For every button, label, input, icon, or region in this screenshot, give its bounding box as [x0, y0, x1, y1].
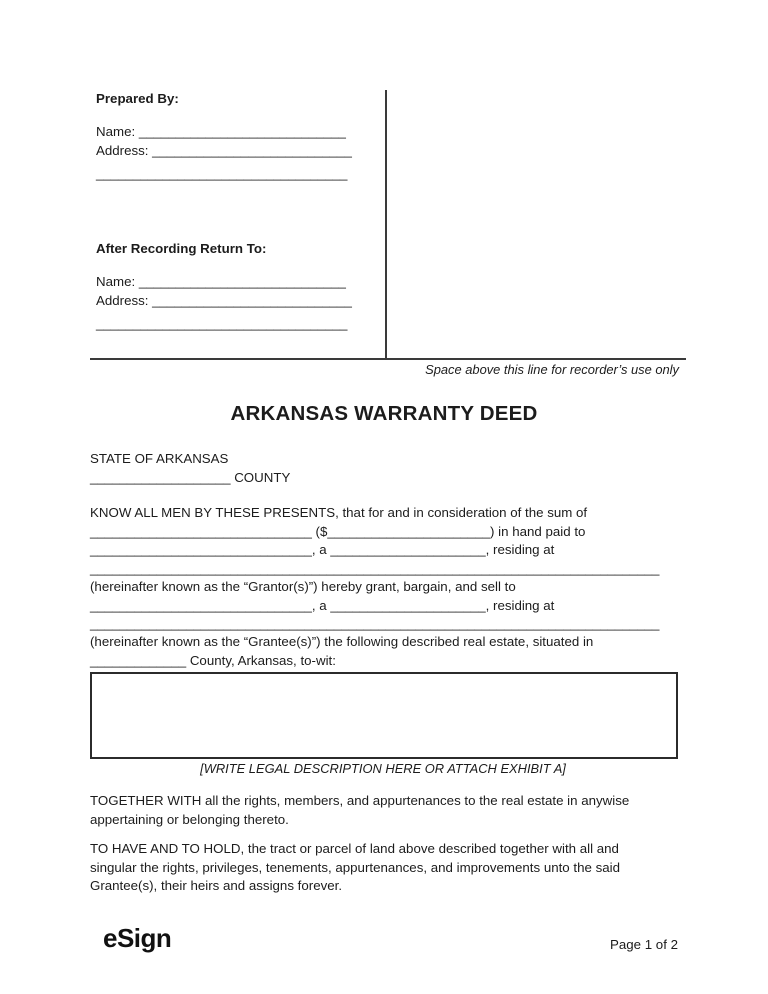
legal-description-caption: [WRITE LEGAL DESCRIPTION HERE OR ATTACH EXHIBIT A] — [200, 761, 566, 776]
recorder-box-vertical-divider — [385, 90, 387, 358]
to-have-line-3: Grantee(s), their heirs and assigns forever. — [90, 878, 343, 894]
prepared-by-section — [96, 89, 352, 183]
page-number-label: Page 1 of 2 — [609, 937, 678, 952]
to-have-line-1: TO HAVE AND TO HOLD, the tract or parcel of land above described together with all and — [90, 841, 619, 856]
state-line: STATE OF ARKANSAS — [90, 451, 229, 466]
esign-logo: eSign — [103, 923, 172, 953]
state-county-block — [90, 450, 290, 487]
to-have-line-2: singular the rights, privileges, tenements, appurtenances, and improvements unto the said — [90, 859, 620, 875]
grantor-line-2: ______________________________, a _____________________, residing at — [90, 597, 555, 613]
together-line-2: appertaining or belonging thereto. — [90, 811, 289, 827]
return-to-section — [96, 239, 352, 333]
grantee-address-rule: _____________________________________________________________________________ — [90, 616, 660, 632]
prepared-by-address-line: Address: ___________________________ — [96, 143, 352, 158]
prepared-by-extra-line: __________________________________ — [96, 166, 348, 181]
presents-line-1: KNOW ALL MEN BY THESE PRESENTS, that for and in consideration of the sum of — [90, 505, 588, 520]
together-with-paragraph — [90, 792, 629, 829]
prepared-by-name-line: Name: ____________________________ — [96, 124, 346, 139]
to-have-paragraph — [90, 840, 620, 896]
recorder-use-note: Space above this line for recorder’s use only — [425, 362, 679, 377]
presents-line-3: ______________________________, a _____________________, residing at — [90, 542, 555, 558]
return-to-address-line: Address: ___________________________ — [96, 293, 352, 308]
grantor-address-rule: _____________________________________________________________________________ — [90, 560, 660, 576]
return-to-heading: After Recording Return To: — [96, 241, 267, 256]
presents-paragraph — [90, 504, 659, 578]
legal-description-box — [90, 672, 678, 759]
return-to-extra-line: __________________________________ — [96, 316, 348, 331]
county-blank-line: ___________________ COUNTY — [90, 469, 291, 485]
grantor-paragraph — [90, 578, 659, 634]
presents-line-2: ______________________________ ($______________________) in hand paid to — [90, 523, 586, 539]
grantee-line-2: _____________ County, Arkansas, to-wit: — [90, 652, 336, 668]
recorder-box-horizontal-rule — [90, 358, 686, 360]
return-to-name-line: Name: ____________________________ — [96, 274, 346, 289]
grantee-line-1: (hereinafter known as the “Grantee(s)”) the following described real estate, situated in — [90, 634, 594, 649]
prepared-by-heading: Prepared By: — [96, 91, 179, 106]
together-line-1: TOGETHER WITH all the rights, members, and appurtenances to the real estate in anywise — [90, 793, 630, 808]
grantor-line-1: (hereinafter known as the “Grantor(s)”) hereby grant, bargain, and sell to — [90, 579, 516, 594]
document-title: ARKANSAS WARRANTY DEED — [230, 402, 538, 425]
grantee-paragraph — [90, 633, 593, 670]
